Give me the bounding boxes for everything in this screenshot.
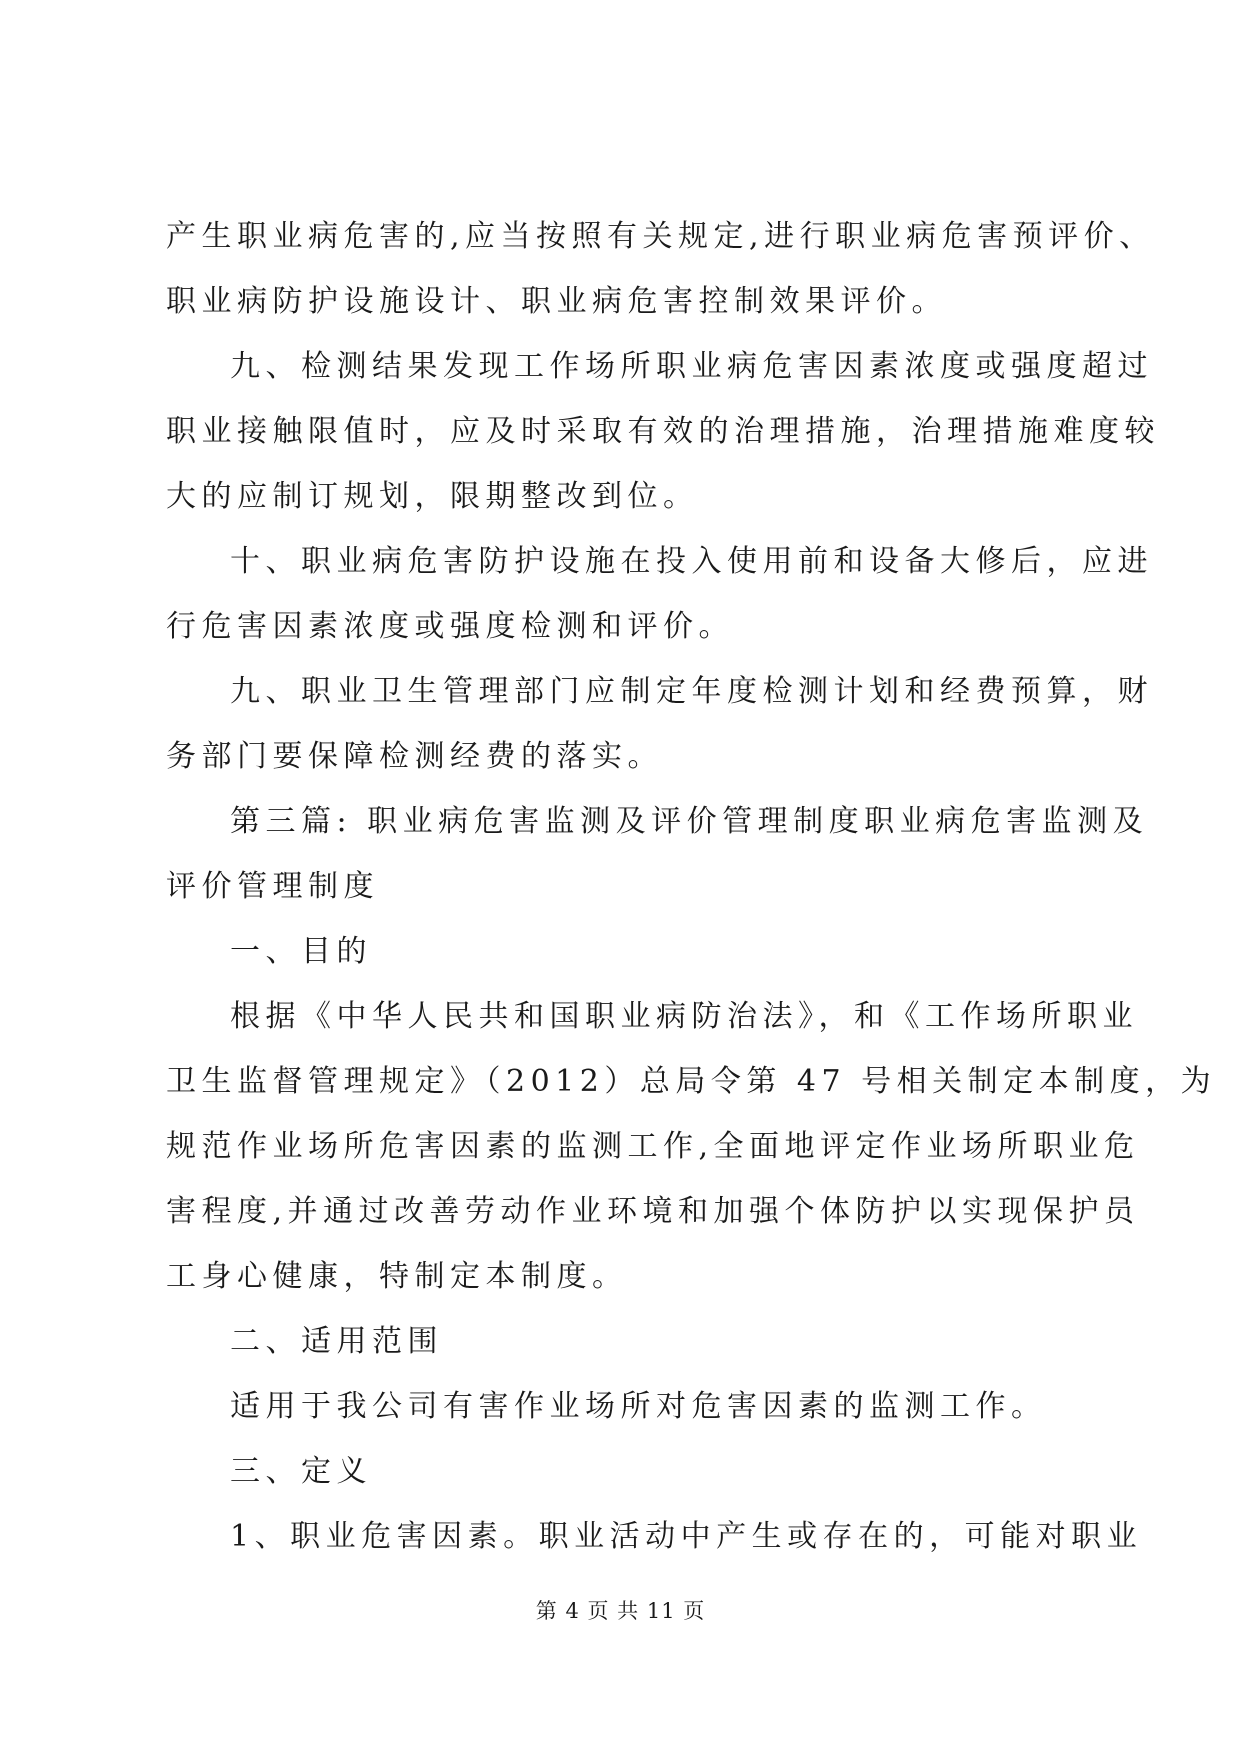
text-line: 害程度,并通过改善劳动作业环境和加强个体防护以实现保护员 (166, 1194, 1140, 1229)
chapter-title: 第三篇: 职业病危害监测及评价管理制度职业病危害监测及 (230, 804, 1149, 839)
text-line: 职业接触限值时，应及时采取有效的治理措施，治理措施难度较 (166, 414, 1160, 449)
text-line: 根据《中华人民共和国职业病防治法》，和《工作场所职业 (230, 999, 1138, 1034)
section-heading: 二、适用范围 (230, 1324, 443, 1359)
text-line: 大的应制订规划，限期整改到位。 (166, 479, 699, 514)
text-line: 工身心健康，特制定本制度。 (166, 1259, 628, 1294)
text-line: 卫生监督管理规定》（2012）总局令第 47 号相关制定本制度，为 (166, 1064, 1217, 1099)
text-line: 行危害因素浓度或强度检测和评价。 (166, 609, 734, 644)
text-line: 职业病防护设施设计、职业病危害控制效果评价。 (166, 284, 947, 319)
text-line: 九、职业卫生管理部门应制定年度检测计划和经费预算，财 (230, 674, 1153, 709)
text-line: 1、职业危害因素。职业活动中产生或存在的，可能对职业 (230, 1519, 1143, 1554)
chapter-title: 评价管理制度 (166, 869, 379, 904)
text-line: 十、职业病危害防护设施在投入使用前和设备大修后，应进 (230, 544, 1153, 579)
text-line: 规范作业场所危害因素的监测工作,全面地评定作业场所职业危 (166, 1129, 1140, 1164)
text-line: 九、检测结果发现工作场所职业病危害因素浓度或强度超过 (230, 349, 1153, 384)
text-line: 务部门要保障检测经费的落实。 (166, 739, 663, 774)
text-line: 适用于我公司有害作业场所对危害因素的监测工作。 (230, 1389, 1047, 1424)
section-heading: 一、目的 (230, 934, 372, 969)
page-footer: 第 4 页 共 11 页 (535, 1599, 706, 1623)
text-line: 产生职业病危害的,应当按照有关规定,进行职业病危害预评价、 (166, 219, 1155, 254)
section-heading: 三、定义 (230, 1454, 372, 1489)
